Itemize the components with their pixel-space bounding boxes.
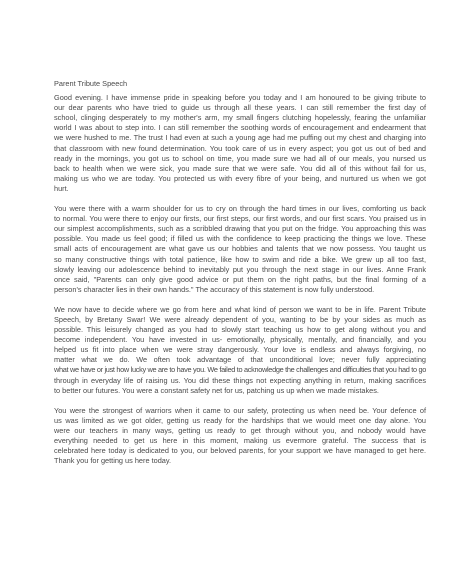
text-line: that classroom with new found determination. You took care of us in every aspect; you got us out of bed and	[54, 143, 426, 153]
text-line: what we have or just how lucky we are to have you. We failed to acknowledge the challenges and difficulties that you had to go	[54, 365, 426, 375]
text-line: to better our futures. You were a constant safety net for us, patching us up when we made mistakes.	[54, 385, 379, 395]
text-line: back to health when we were sick, you made sure that we were safe. You did all of this without fail for us,	[54, 163, 426, 173]
paragraph-1	[54, 93, 426, 194]
document-title: Parent Tribute Speech	[54, 79, 128, 88]
text-line: person's character lies in their own hands." The accuracy of this statement is now fully understood.	[54, 284, 375, 294]
text-line: us was limited as we got older, getting us ready for the hardships that we would meet one day alone. You	[54, 415, 426, 425]
text-line: to normal. You were there to enjoy our firsts, our first steps, our first words, and our first scars. You praised us in	[54, 214, 426, 224]
text-line: You were the strongest of warriors when it came to our safety, protecting us when need be. Your defence of	[54, 405, 426, 415]
text-line: possible. You made us feel good; if filled us with the confidence to keep practicing the things we love. These	[54, 234, 426, 244]
text-line: our simplest accomplishments, such as a scribbled drawing that you put on the fridge. You approaching this was	[54, 224, 426, 234]
text-line: our dear parents who have tried to guide us through all these years. I can still remember the first day of	[54, 103, 426, 113]
text-line: world I was about to step into. I can still remember the soothing words of encouragement and endearment that	[54, 123, 426, 133]
text-line: through in everyday life of raising us. You did these things not expecting anything in return, making sacrifices	[54, 375, 426, 385]
text-line: We now have to decide where we go from here and what kind of person we want to be in life. Parent Tribute	[54, 304, 426, 314]
paragraph-4	[54, 406, 426, 467]
text-line: once said, "Parents can only give good advice or put them on the right paths, but the final forming of a	[54, 274, 426, 284]
text-line: so many constructive things with total patience, like how to swim and ride a bike. We grew up all too fast,	[54, 254, 426, 264]
document-body	[54, 79, 426, 476]
text-line: Good evening. I have immense pride in speaking before you today and I am honoured to be giving tribute to	[54, 93, 426, 103]
text-line: hurt.	[54, 183, 69, 193]
text-line: slowly leaving our adolescence behind to inevitably put you through the next stage in our lives. Anne Frank	[54, 264, 426, 274]
text-line: school, clinging desperately to my mother's arm, my small fingers clutching hopelessly, fearing the unfamiliar	[54, 113, 426, 123]
text-line: possible. This leisurely changed as you had to slowly start teaching us how to get along without you and	[54, 325, 426, 335]
text-line: small acts of encouragement are what gave us our hobbies and talents that we now possess. You taught us	[54, 244, 426, 254]
text-line: were our teachers in many ways, getting us ready to get through without you, and nobody would have	[54, 425, 426, 435]
text-line: You were there with a warm shoulder for us to cry on through the hard times in our lives, comforting us back	[54, 204, 426, 214]
text-line: Speech, by Bretany Swar! We were already dependent of you, wanting to be by your sides as much as	[54, 314, 426, 324]
paragraph-3	[54, 305, 426, 396]
text-line: matter what we do. We often took advantage of that unconditional love; never fully appreciating	[54, 355, 426, 365]
text-line: celebrated here today is dedicated to you, our beloved parents, for your support we have managed to get here.	[54, 446, 426, 456]
text-line: Thank you for getting us here today.	[54, 456, 172, 466]
text-line: making us who we are today. You protected us with every fibre of your being, and nurtured us when we got	[54, 173, 426, 183]
text-line: become independent. You have invested in us- emotionally, physically, mentally, and financially, and you	[54, 335, 426, 345]
text-line: everything needed to get us here in this moment, making us evermore grateful. The success that is	[54, 436, 426, 445]
paragraph-2	[54, 204, 426, 295]
text-line: ready in the mornings, you got us to school on time, you made sure we had all of our meals, you nursed us	[54, 153, 426, 163]
text-line: we were hushed to me. The trust I had even at such a young age had me puffing out my chest and charging into	[54, 133, 426, 143]
text-line: helped us fit into place when we were stray dangerously. Your love is endless and always forgiving, no	[54, 345, 426, 355]
